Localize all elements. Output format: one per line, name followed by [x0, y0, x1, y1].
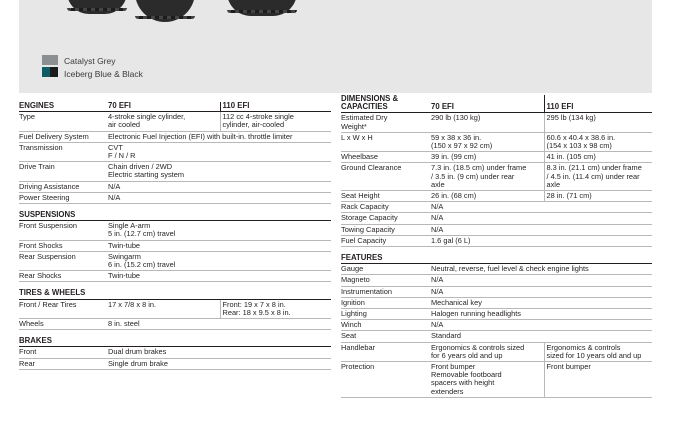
row-label: Rack Capacity [341, 202, 431, 213]
value-both: N/A [431, 224, 652, 235]
table-row [19, 112, 331, 131]
value-70: 290 lb (130 kg) [431, 113, 544, 132]
row-label: Power Steering [19, 192, 108, 203]
section-heading: TIRES & WHEELS [19, 282, 331, 299]
section-heading: BRAKES [19, 330, 331, 347]
value-both: Single A-arm 5 in. (12.7 cm) travel [108, 221, 331, 240]
value-110: Front: 19 x 7 x 8 in. Rear: 18 x 9.5 x 8 in. [220, 299, 331, 318]
row-label: Towing Capacity [341, 224, 431, 235]
table-row [341, 235, 652, 246]
value-both: Twin-tube [108, 271, 331, 282]
row-label: Wheelbase [341, 152, 431, 163]
column-header-70: 70 EFI [431, 95, 544, 113]
tire-image [227, 0, 297, 16]
table-row [341, 213, 652, 224]
table-row [341, 309, 652, 320]
table-row [19, 181, 331, 192]
section-heading: FEATURES [341, 247, 652, 264]
row-label: Seat [341, 331, 431, 342]
row-label: Wheels [19, 319, 108, 330]
value-both: Dual drum brakes [108, 347, 331, 358]
engines-table [19, 102, 331, 370]
row-label: Type [19, 112, 108, 131]
value-both: N/A [108, 181, 331, 192]
value-both: Neutral, reverse, fuel level & check engine lights [431, 264, 652, 275]
color-swatch-grey [42, 55, 58, 65]
table-row [341, 331, 652, 342]
value-70: 7.3 in. (18.5 cm) under frame / 3.5 in. (9 cm) under rear axle [431, 163, 544, 191]
value-110: 112 cc 4-stroke single cylinder, air-cooled [220, 112, 331, 131]
table-row [341, 264, 652, 275]
row-label: Rear Shocks [19, 271, 108, 282]
value-110: Ergonomics & controls sized for 10 years old and up [544, 342, 652, 361]
column-header-110: 110 EFI [220, 102, 331, 112]
column-header-70: 70 EFI [108, 102, 220, 112]
table-row [341, 202, 652, 213]
row-label: Gauge [341, 264, 431, 275]
row-label: Handlebar [341, 342, 431, 361]
section-heading: DIMENSIONS & CAPACITIES [341, 95, 431, 113]
value-110: 28 in. (71 cm) [544, 191, 652, 202]
row-label: Storage Capacity [341, 213, 431, 224]
row-label: Drive Train [19, 162, 108, 181]
value-both: Single drum brake [108, 358, 331, 369]
row-label: Estimated Dry Weight* [341, 113, 431, 132]
value-70: 17 x 7/8 x 8 in. [108, 299, 220, 318]
row-label: L x W x H [341, 132, 431, 151]
table-row [19, 162, 331, 181]
row-label: Front [19, 347, 108, 358]
row-label: Rear Suspension [19, 251, 108, 270]
table-row [341, 275, 652, 286]
table-row [19, 271, 331, 282]
table-row [19, 358, 331, 369]
table-row [341, 191, 652, 202]
value-both: Mechanical key [431, 297, 652, 308]
value-both: 8 in. steel [108, 319, 331, 330]
table-row [341, 152, 652, 163]
row-label: Protection [341, 362, 431, 398]
value-70: 4-stroke single cylinder, air cooled [108, 112, 220, 131]
value-both: N/A [431, 320, 652, 331]
value-both: N/A [431, 202, 652, 213]
row-label: Ground Clearance [341, 163, 431, 191]
row-label: Front Shocks [19, 240, 108, 251]
value-both: N/A [431, 286, 652, 297]
tire-image [67, 0, 127, 14]
tire-image [135, 0, 195, 22]
section-heading: SUSPENSIONS [19, 204, 331, 221]
color-swatch-blue-black [42, 67, 58, 77]
row-label: Rear [19, 358, 108, 369]
table-row [341, 224, 652, 235]
color-option-label: Catalyst Grey [64, 56, 116, 66]
value-110: 8.3 in. (21.1 cm) under frame / 4.5 in. (11.4 cm) under rear axle [544, 163, 652, 191]
row-label: Driving Assistance [19, 181, 108, 192]
value-110: Front bumper [544, 362, 652, 398]
column-header-110: 110 EFI [544, 95, 652, 113]
vehicle-image [19, 0, 652, 93]
row-label: Fuel Delivery System [19, 131, 108, 142]
specs-right-column [341, 95, 652, 398]
value-70: 59 x 38 x 36 in. (150 x 97 x 92 cm) [431, 132, 544, 151]
value-both: CVT F / N / R [108, 142, 331, 161]
table-row [19, 131, 331, 142]
value-both: Twin-tube [108, 240, 331, 251]
row-label: Transmission [19, 142, 108, 161]
value-110: 41 in. (105 cm) [544, 152, 652, 163]
value-70: 39 in. (99 cm) [431, 152, 544, 163]
table-row [19, 319, 331, 330]
row-label: Lighting [341, 309, 431, 320]
row-label: Fuel Capacity [341, 235, 431, 246]
row-label: Front Suspension [19, 221, 108, 240]
value-both: Electronic Fuel Injection (EFI) with built-in. throttle limiter [108, 131, 331, 142]
table-row [341, 342, 652, 361]
value-70: Front bumper Removable footboard spacers with height extenders [431, 362, 544, 398]
specs-left-column [19, 102, 331, 370]
table-row [341, 132, 652, 151]
section-heading: ENGINES [19, 102, 108, 112]
row-label: Magneto [341, 275, 431, 286]
table-row [341, 362, 652, 398]
value-70: 26 in. (68 cm) [431, 191, 544, 202]
table-row [19, 142, 331, 161]
table-row [341, 320, 652, 331]
value-both: Standard [431, 331, 652, 342]
table-row [19, 192, 331, 203]
value-110: 295 lb (134 kg) [544, 113, 652, 132]
value-both: N/A [431, 275, 652, 286]
table-row [19, 221, 331, 240]
row-label: Front / Rear Tires [19, 299, 108, 318]
row-label: Seat Height [341, 191, 431, 202]
value-110: 60.6 x 40.4 x 38.6 in. (154 x 103 x 98 cm) [544, 132, 652, 151]
table-row [341, 286, 652, 297]
table-row [19, 251, 331, 270]
table-row [19, 299, 331, 318]
table-row [19, 240, 331, 251]
table-row [341, 113, 652, 132]
value-both: Swingarm 6 in. (15.2 cm) travel [108, 251, 331, 270]
value-both: Halogen running headlights [431, 309, 652, 320]
value-70: Ergonomics & controls sized for 6 years old and up [431, 342, 544, 361]
value-both: 1.6 gal (6 L) [431, 235, 652, 246]
row-label: Instrumentation [341, 286, 431, 297]
color-option-label: Iceberg Blue & Black [64, 69, 143, 79]
table-row [341, 297, 652, 308]
table-row [19, 347, 331, 358]
row-label: Ignition [341, 297, 431, 308]
value-both: N/A [108, 192, 331, 203]
value-both: N/A [431, 213, 652, 224]
table-row [341, 163, 652, 191]
row-label: Winch [341, 320, 431, 331]
value-both: Chain driven / 2WD Electric starting system [108, 162, 331, 181]
dimensions-table [341, 95, 652, 398]
